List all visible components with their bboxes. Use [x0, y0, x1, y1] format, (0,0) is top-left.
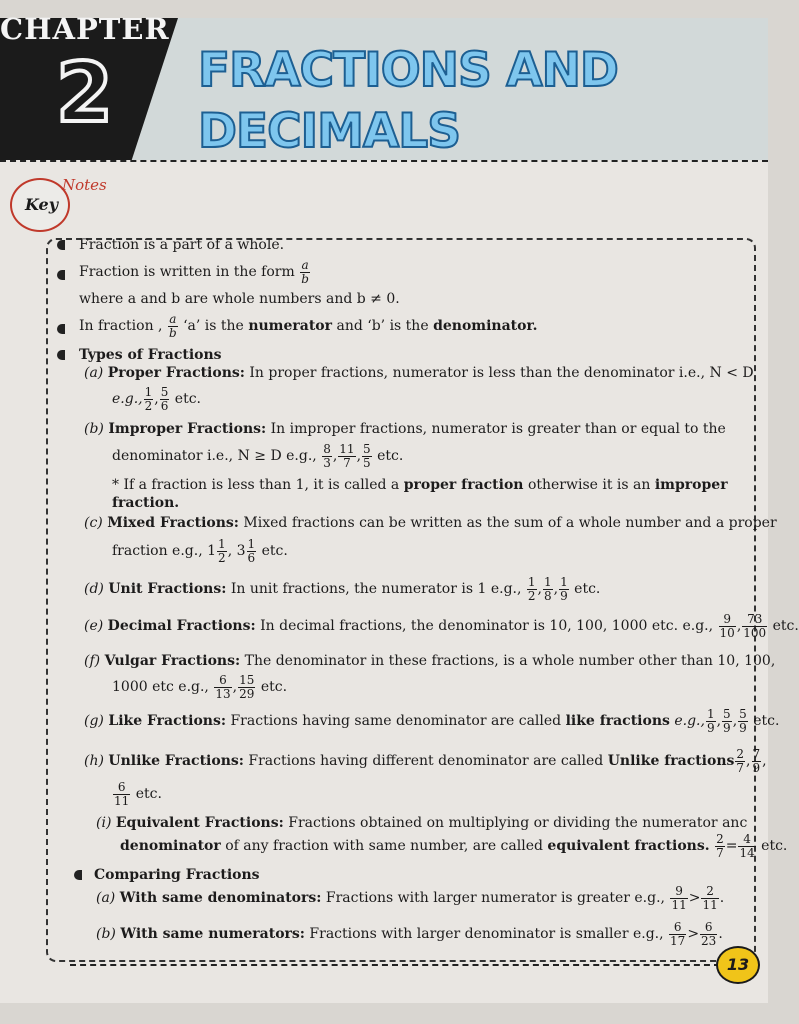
- item-a-example: e.g., $\frac{1}{2}$ , $\frac{5}{6}$ etc.: [112, 384, 201, 413]
- line-4: In fraction , $\frac{a}{b}$ ‘a’ is the numerator and ‘b’ is the denominator.: [79, 311, 538, 340]
- types-heading: Types of Fractions: [79, 347, 222, 363]
- item-f: (f) Vulgar Fractions: The denominator in these fractions, is a whole number other than 10, 100,: [84, 653, 776, 669]
- bullet-icon: [57, 324, 65, 334]
- chapter-title-line2: DECIMALS: [198, 104, 461, 159]
- item-c-example: fraction e.g., 1 $\frac{1}{2}$ , 3 $\frac{1}{6}$ etc.: [112, 536, 288, 565]
- line-3: where a and b are whole numbers and b ≠ 0.: [79, 291, 400, 307]
- key-label: Key: [25, 195, 59, 214]
- item-h-example: $\frac{6}{11}$ etc.: [114, 779, 162, 808]
- bullet-icon: [74, 870, 82, 880]
- line-2: Fraction is written in the form $\frac{a}{b}$: [79, 257, 309, 286]
- page-number: 13: [716, 946, 760, 984]
- textbook-page: [0, 12, 799, 1003]
- item-a: (a) Proper Fractions: In proper fractions, numerator is less than the denominator i.e., N < D: [84, 365, 754, 381]
- item-i: (i) Equivalent Fractions: Fractions obtained on multiplying or dividing the numerator anc: [96, 815, 748, 831]
- item-g: (g) Like Fractions: Fractions having same denominator are called like fractions e.g., $\frac{1}{9}$ , $\frac{5}{9}$ , $\frac{5}{9}$ etc.: [84, 706, 780, 735]
- item-b: (b) Improper Fractions: In improper fractions, numerator is greater than or equal to the: [84, 421, 726, 437]
- chapter-number: 2: [56, 46, 114, 141]
- chapter-label: CHAPTER: [0, 12, 170, 46]
- comparing-heading: Comparing Fractions: [94, 867, 260, 883]
- item-b-example: denominator i.e., N ≥ D e.g., $\frac{8}{3}$ , $\frac{11}{7}$ , $\frac{5}{5}$ etc.: [112, 441, 404, 470]
- notes-label: Notes: [62, 176, 107, 194]
- compare-b: (b) With same numerators: Fractions with larger denominator is smaller e.g., $\frac{6}{17}$ > $\frac{6}{23}$ .: [96, 919, 723, 948]
- line-1: Fraction is a part of a whole.: [79, 237, 285, 253]
- item-i-example: denominator of any fraction with same number, are called equivalent fractions. $\frac{2}{7}$ = $\frac{4}{14}$ etc.: [120, 831, 788, 860]
- item-d: (d) Unit Fractions: In unit fractions, the numerator is 1 e.g., $\frac{1}{2}$ , $\frac{1}{8}$ , $\frac{1}{9}$ etc.: [84, 574, 601, 603]
- chapter-title-line1: FRACTIONS AND: [198, 43, 618, 98]
- bullet-icon: [57, 350, 65, 360]
- notes-content: [0, 18, 799, 1003]
- bullet-icon: [57, 270, 65, 280]
- note-line-1: * If a fraction is less than 1, it is called a proper fraction otherwise it is an improper: [112, 477, 728, 493]
- item-e: (e) Decimal Fractions: In decimal fractions, the denominator is 10, 100, 1000 etc. e.g., $\frac{9}{10}$ , $\frac{73}{100}$ etc.: [84, 611, 799, 640]
- item-c: (c) Mixed Fractions: Mixed fractions can be written as the sum of a whole number and a proper: [84, 515, 777, 531]
- compare-a: (a) With same denominators: Fractions with larger numerator is greater e.g., $\frac{9}{11}$ > $\frac{2}{11}$ .: [96, 883, 725, 912]
- item-h: (h) Unlike Fractions: Fractions having different denominator are called Unlike fractions $\frac{2}{7}$ , $\frac{7}{9}$ ,: [84, 746, 767, 775]
- bullet-icon: [57, 240, 65, 250]
- note-line-2: fraction.: [112, 495, 180, 511]
- item-f-example: 1000 etc e.g., $\frac{6}{13}$ , $\frac{15}{29}$ etc.: [112, 672, 288, 701]
